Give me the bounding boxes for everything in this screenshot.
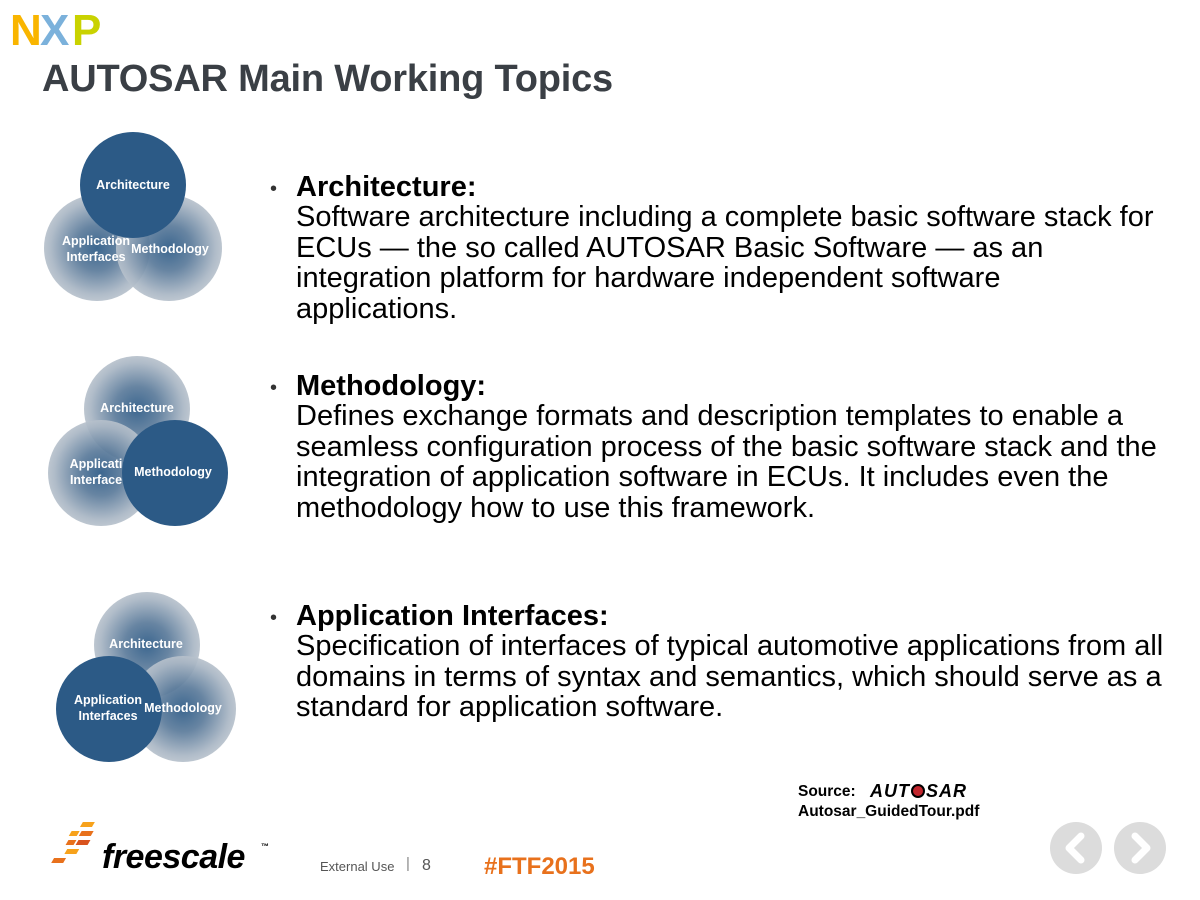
chevron-right-icon [1114, 822, 1166, 874]
footer-separator: | [406, 855, 410, 872]
freescale-wordmark: freescale [102, 838, 245, 876]
label-methodology: Methodology [134, 465, 212, 479]
classification-label: External Use [320, 859, 395, 874]
page-number: 8 [422, 857, 431, 874]
bullet-methodology [270, 371, 1170, 523]
next-slide-button[interactable] [1114, 822, 1166, 874]
label-application: Applicati [69, 457, 123, 471]
previous-slide-button[interactable] [1050, 822, 1102, 874]
venn-diagram-methodology [44, 354, 244, 534]
label-interfaces: Interface [69, 473, 123, 487]
label-interfaces: Interfaces [78, 709, 138, 723]
bullet-dot: • [270, 178, 278, 200]
trademark: ™ [261, 842, 269, 851]
bullet-heading: Application Interfaces: [296, 600, 609, 632]
bullet-dot: • [270, 607, 278, 629]
nxp-logo: N X P [10, 6, 100, 55]
label-application: Application [61, 234, 131, 248]
autosar-logo: AUT SAR [870, 781, 968, 801]
label-methodology: Methodology [144, 701, 222, 715]
bullet-body: Software architecture including a complete basic software stack for ECUs — the so called AUTOSAR Basic Software — as an integration platform for hardware independent software applications. [296, 201, 1154, 325]
bullet-heading: Architecture: [296, 171, 477, 203]
freescale-mark-icon [50, 820, 106, 872]
label-architecture: Architecture [96, 178, 170, 192]
venn-diagram-architecture [40, 130, 240, 310]
bullet-dot: • [270, 377, 278, 399]
source-citation [798, 781, 979, 822]
bullet-body: Defines exchange formats and description templates to enable a seamless configuration process of the basic software stack and the integration of application software in ECUs. It includes even the methodology how to use this framework. [296, 400, 1157, 524]
slide-title: AUTOSAR Main Working Topics [42, 58, 613, 100]
label-architecture: Architecture [100, 401, 174, 415]
source-label: Source: [798, 783, 856, 800]
venn-diagram-application-interfaces [52, 590, 252, 770]
bullet-heading: Methodology: [296, 370, 487, 402]
bullet-body: Specification of interfaces of typical automotive applications from all domains in terms of syntax and semantics, which should serve as a standard for application software. [296, 630, 1164, 723]
label-interfaces: Interfaces [66, 250, 126, 264]
label-methodology: Methodology [131, 242, 209, 256]
bullet-application-interfaces [270, 601, 1170, 723]
event-hashtag: #FTF2015 [484, 853, 595, 880]
chevron-left-icon [1050, 822, 1102, 874]
bullet-architecture [270, 172, 1170, 324]
source-file: Autosar_GuidedTour.pdf [798, 803, 980, 820]
label-architecture: Architecture [109, 637, 183, 651]
freescale-logo [50, 820, 280, 880]
label-application: Application [73, 693, 143, 707]
